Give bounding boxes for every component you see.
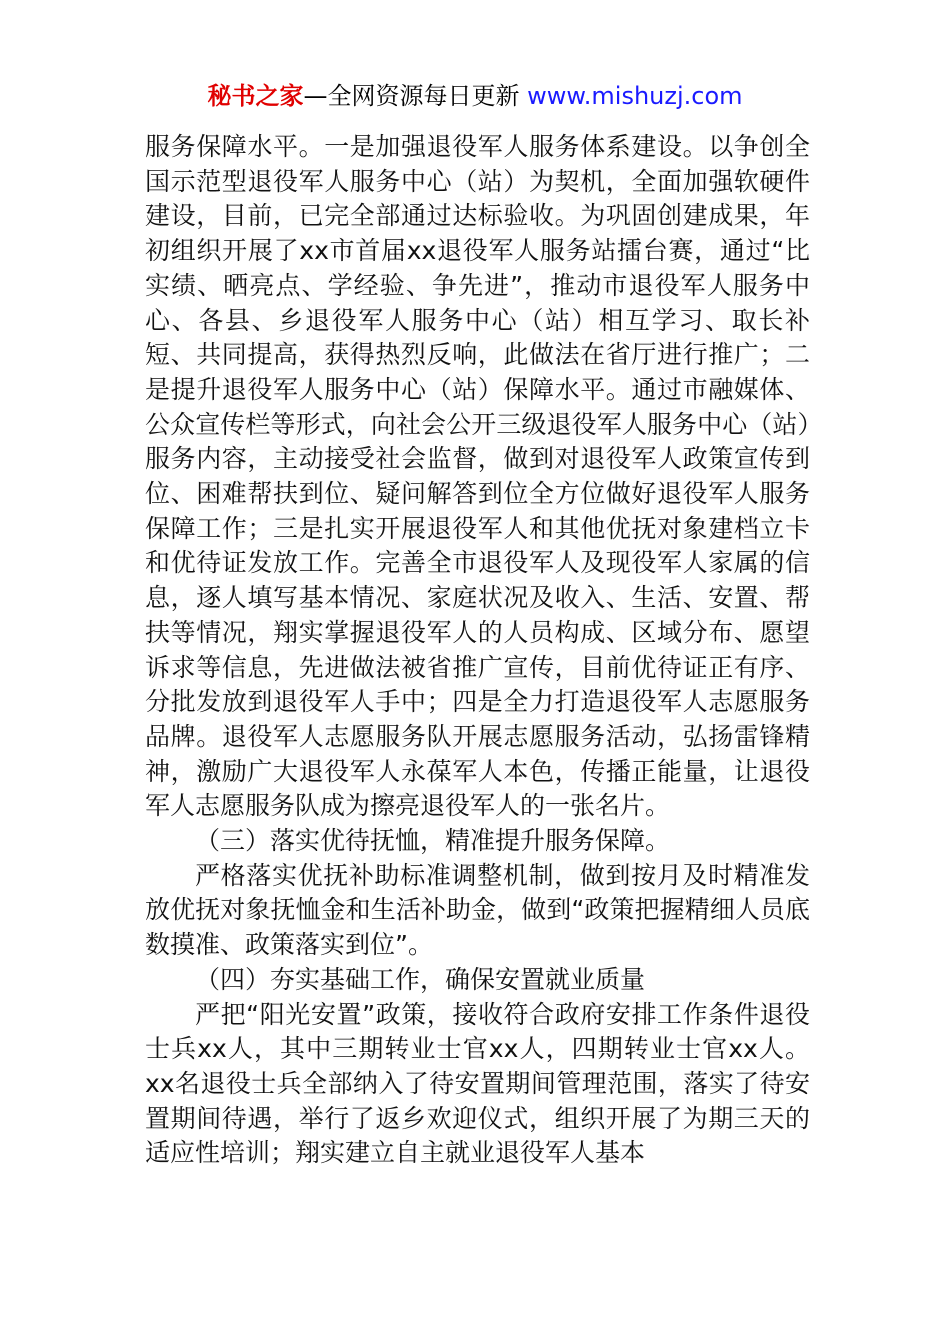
document-body [145, 130, 810, 1171]
page-header [0, 80, 950, 112]
brand-name: 秘书之家 [207, 82, 304, 110]
paragraph-pension: 严格落实优抚补助标准调整机制，做到按月及时精准发放优抚对象抚恤金和生活补助金，做到“政策把握精细人员底数摸准、政策落实到位”。 [145, 860, 810, 960]
header-tagline: —全网资源每日更新 [303, 82, 528, 110]
section-heading-4: （四）夯实基础工作，确保安置就业质量 [195, 964, 646, 994]
website-link[interactable]: www.mishuzj.com [527, 82, 743, 110]
paragraph-service-system: 服务保障水平。一是加强退役军人服务体系建设。以争创全国示范型退役军人服务中心（站）为契机，全面加强软硬件建设，目前，已完全部通过达标验收。为巩固创建成果，年初组织开展了xx市首届xx退役军人服务站擂台赛，通过“比实绩、晒亮点、学经验、争先进”，推动市退役军人服务中心、各县、乡退役军人服务中心（站）相互学习、取长补短、共同提高，获得热烈反响，此做法在省厅进行推广；二是提升退役军人服务中心（站）保障水平。通过市融媒体、公众宣传栏等形式，向社会公开三级退役军人服务中心（站）服务内容，主动接受社会监督，做到对退役军人政策宣传到位、困难帮扶到位、疑问解答到位全方位做好退役军人服务保障工作；三是扎实开展退役军人和其他优抚对象建档立卡和优待证发放工作。完善全市退役军人及现役军人家属的信息，逐人填写基本情况、家庭状况及收入、生活、安置、帮扶等情况，翔实掌握退役军人的人员构成、区域分布、愿望诉求等信息，先进做法被省推广宣传，目前优待证正有序、分批发放到退役军人手中；四是全力打造退役军人志愿服务品牌。退役军人志愿服务队开展志愿服务活动，弘扬雷锋精神，激励广大退役军人永葆军人本色，传播正能量，让退役军人志愿服务队成为擦亮退役军人的一张名片。 [145, 132, 810, 821]
section-heading-3: （三）落实优待抚恤，精准提升服务保障。 [195, 826, 671, 856]
paragraph-placement: 严把“阳光安置”政策，接收符合政府安排工作条件退役士兵xx人，其中三期转业士官xx人，四期转业士官xx人。xx名退役士兵全部纳入了待安置期间管理范围，落实了待安置期间待遇，举行了返乡欢迎仪式，组织开展了为期三天的适应性培训；翔实建立自主就业退役军人基本 [145, 999, 810, 1168]
